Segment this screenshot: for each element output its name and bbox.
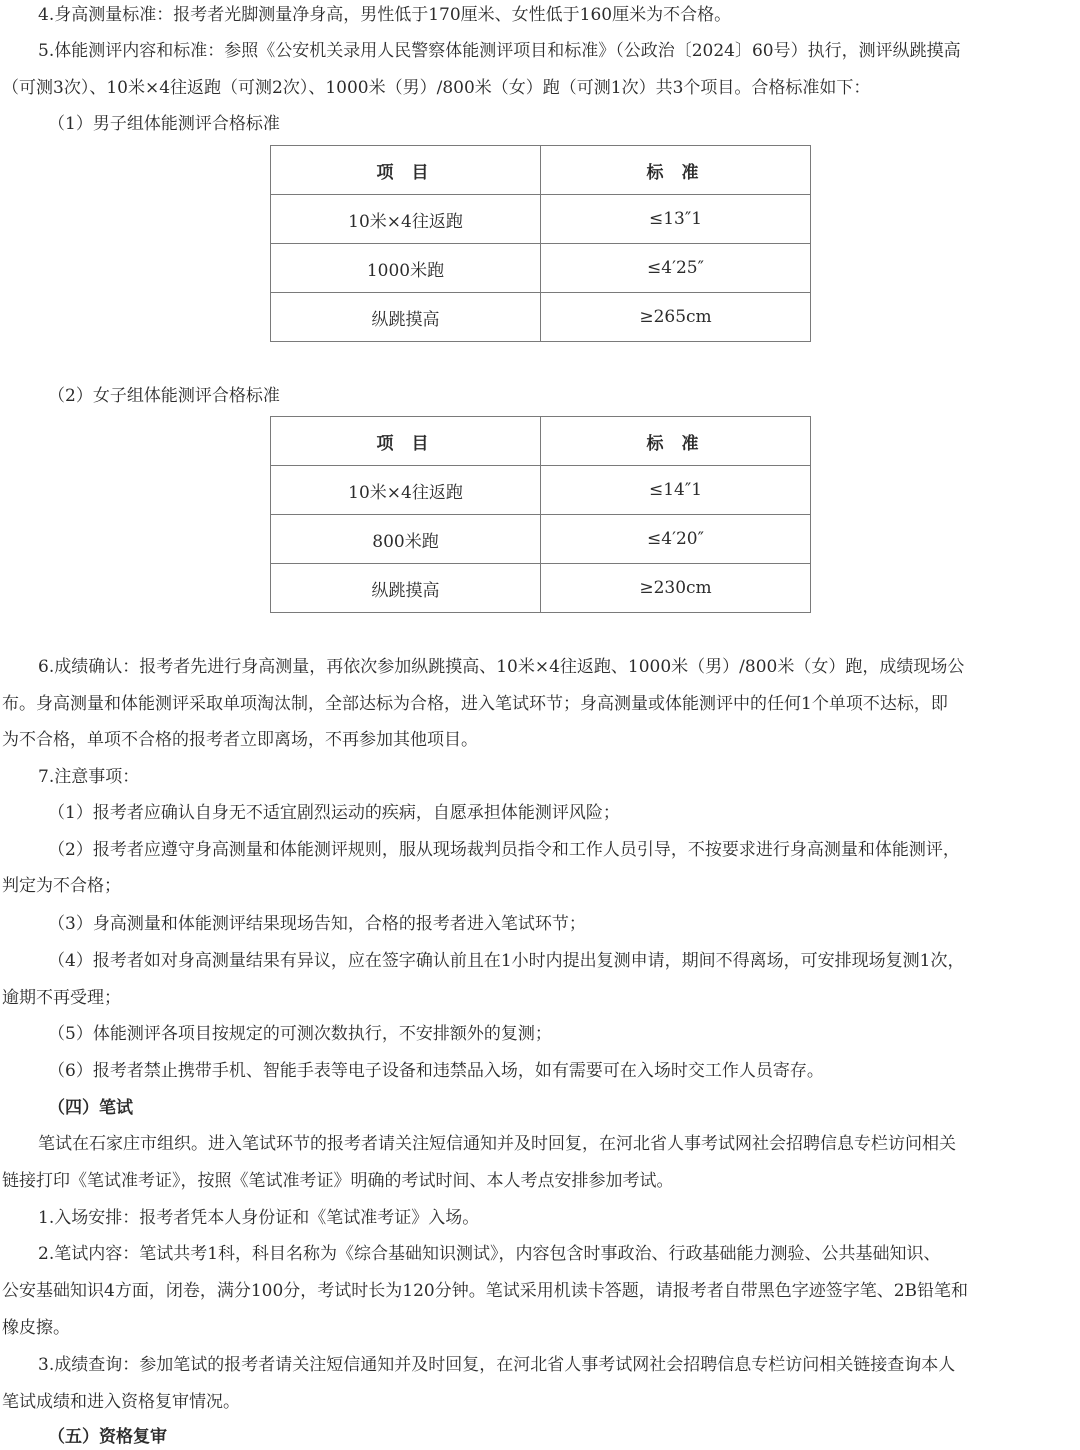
table-cell-item: 纵跳摸高: [271, 293, 541, 342]
note-item-1: （1）报考者应确认自身无不适宜剧烈运动的疾病，自愿承担体能测评风险；: [48, 803, 620, 823]
table-row: [271, 466, 811, 515]
section-written-exam-heading: （四）笔试: [48, 1098, 133, 1118]
table-row: [271, 195, 811, 244]
table-row: [271, 293, 811, 342]
table-header-row: [271, 417, 811, 466]
result-confirmation-line3: 为不合格，单项不合格的报考者立即离场，不再参加其他项目。: [2, 730, 478, 750]
table-cell-item: 800米跑: [271, 515, 541, 564]
admission-arrangement: 1.入场安排：报考者凭本人身份证和《笔试准考证》入场。: [38, 1208, 480, 1228]
table-cell-item: 10米×4往返跑: [271, 195, 541, 244]
male-standard-heading: （1）男子组体能测评合格标准: [48, 114, 280, 134]
table-cell-standard: ≥230cm: [541, 564, 811, 613]
table-cell-standard: ≤14″1: [541, 466, 811, 515]
note-item-4-line1: （4）报考者如对身高测量结果有异议，应在签字确认前且在1小时内提出复测申请，期间不得离场，可安排现场复测1次，: [48, 951, 965, 971]
notes-heading: 7.注意事项：: [38, 767, 140, 787]
note-item-2-line2: 判定为不合格；: [2, 876, 121, 896]
exam-content-line1: 2.笔试内容：笔试共考1科，科目名称为《综合基础知识测试》，内容包含时事政治、行政基础能力测验、公共基础知识、: [38, 1244, 941, 1264]
table-header-standard: 标 准: [541, 146, 811, 195]
female-standard-table: [270, 416, 811, 613]
table-header-row: [271, 146, 811, 195]
table-header-item: 项 目: [271, 146, 541, 195]
table-cell-item: 1000米跑: [271, 244, 541, 293]
note-item-4-line2: 逾期不再受理；: [2, 988, 121, 1008]
written-exam-paragraph-line1: 笔试在石家庄市组织。进入笔试环节的报考者请关注短信通知并及时回复，在河北省人事考试网社会招聘信息专栏访问相关: [38, 1134, 956, 1154]
fitness-test-paragraph-line2: （可测3次）、10米×4往返跑（可测2次）、1000米（男）/800米（女）跑（可测1次）共3个项目。合格标准如下：: [2, 78, 871, 98]
table-header-standard: 标 准: [541, 417, 811, 466]
female-standard-heading: （2）女子组体能测评合格标准: [48, 386, 280, 406]
table-cell-item: 纵跳摸高: [271, 564, 541, 613]
exam-content-line3: 橡皮擦。: [2, 1318, 70, 1338]
section-qualification-review-heading: （五）资格复审: [48, 1427, 167, 1447]
result-confirmation-line1: 6.成绩确认：报考者先进行身高测量，再依次参加纵跳摸高、10米×4往返跑、1000米（男）/800米（女）跑，成绩现场公: [38, 657, 965, 677]
table-cell-standard: ≤13″1: [541, 195, 811, 244]
table-cell-standard: ≤4′20″: [541, 515, 811, 564]
table-row: [271, 244, 811, 293]
written-exam-paragraph-line2: 链接打印《笔试准考证》，按照《笔试准考证》明确的考试时间、本人考点安排参加考试。: [2, 1171, 674, 1191]
table-header-item: 项 目: [271, 417, 541, 466]
table-row: [271, 515, 811, 564]
table-cell-standard: ≤4′25″: [541, 244, 811, 293]
table-row: [271, 564, 811, 613]
score-query-line1: 3.成绩查询：参加笔试的报考者请关注短信通知并及时回复，在河北省人事考试网社会招聘信息专栏访问相关链接查询本人: [38, 1355, 956, 1375]
note-item-3: （3）身高测量和体能测评结果现场告知，合格的报考者进入笔试环节；: [48, 914, 586, 934]
fitness-test-paragraph-line1: 5.体能测评内容和标准：参照《公安机关录用人民警察体能测评项目和标准》（公政治〔2024〕60号）执行，测评纵跳摸高: [38, 41, 961, 61]
male-standard-table: [270, 145, 811, 342]
note-item-2-line1: （2）报考者应遵守身高测量和体能测评规则，服从现场裁判员指令和工作人员引导，不按要求进行身高测量和体能测评，: [48, 840, 960, 860]
table-cell-standard: ≥265cm: [541, 293, 811, 342]
table-cell-item: 10米×4往返跑: [271, 466, 541, 515]
score-query-line2: 笔试成绩和进入资格复审情况。: [2, 1392, 240, 1412]
note-item-5: （5）体能测评各项目按规定的可测次数执行，不安排额外的复测；: [48, 1024, 552, 1044]
result-confirmation-line2: 布。身高测量和体能测评采取单项淘汰制，全部达标为合格，进入笔试环节；身高测量或体能测评中的任何1个单项不达标，即: [2, 694, 948, 714]
height-standard-paragraph: 4.身高测量标准：报考者光脚测量净身高，男性低于170厘米、女性低于160厘米为不合格。: [38, 5, 732, 25]
note-item-6: （6）报考者禁止携带手机、智能手表等电子设备和违禁品入场，如有需要可在入场时交工作人员寄存。: [48, 1061, 824, 1081]
exam-content-line2: 公安基础知识4方面，闭卷，满分100分，考试时长为120分钟。笔试采用机读卡答题，请报考者自带黑色字迹签字笔、2B铅笔和: [2, 1281, 969, 1301]
